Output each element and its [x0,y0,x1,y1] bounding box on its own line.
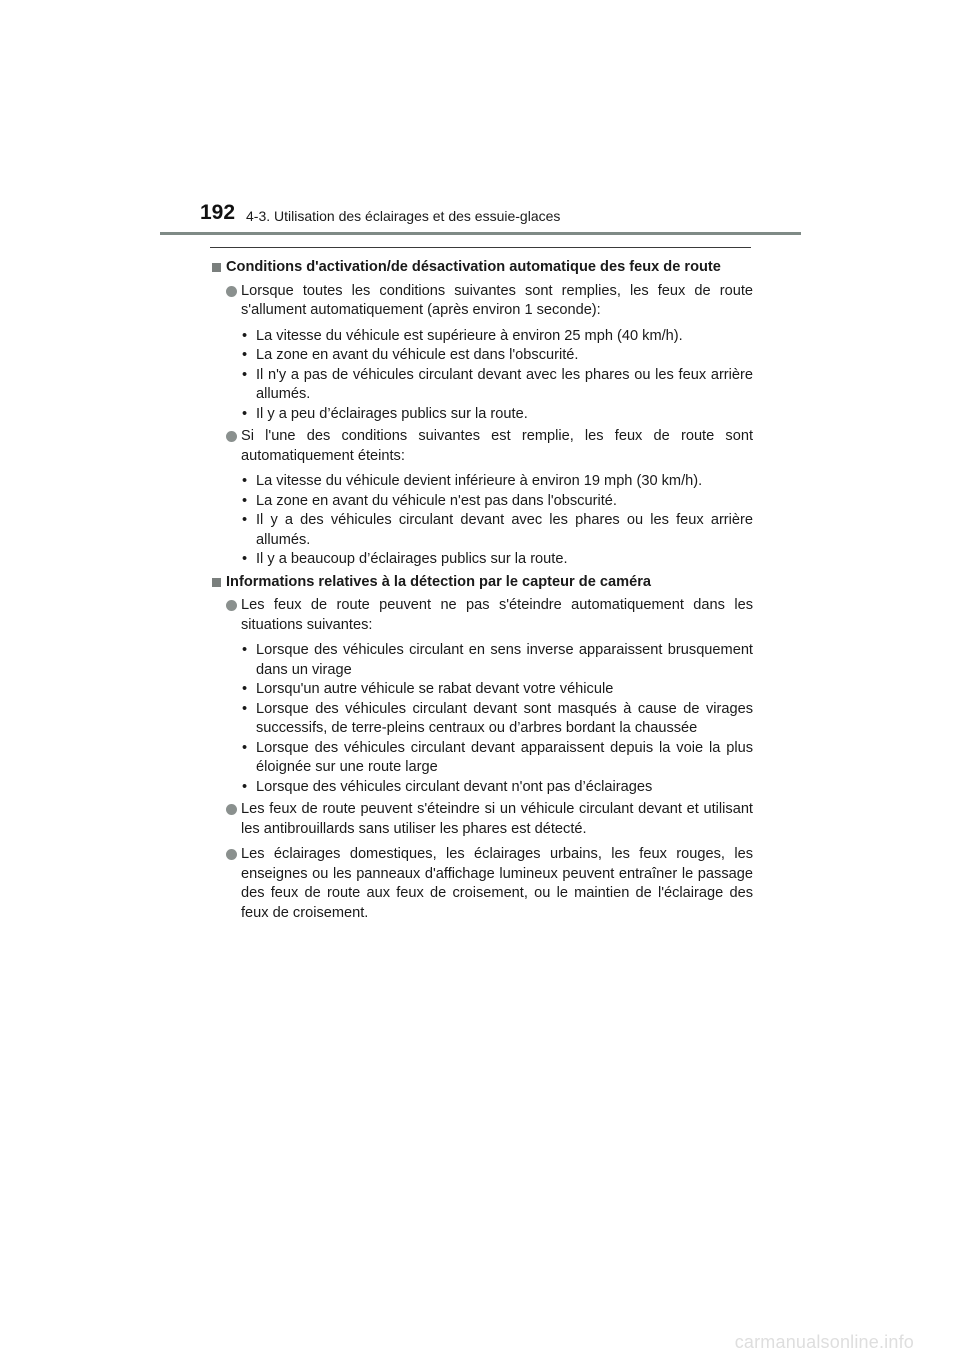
point-text: Les éclairages domestiques, les éclairages urbains, les feux rouges, les enseignes ou les panneaux d'affichage lumineux peuvent entraîner le passage des feux de route aux feux de croisement, ou le maintien de l'éclairage des feux de croisement. [241,846,753,921]
circle-bullet-icon [226,286,237,297]
section-heading-text: Informations relatives à la détection par le capteur de caméra [226,573,652,590]
dot-bullet-icon: • [242,492,248,509]
list-item: • Lorsque des véhicules circulant devant apparaissent depuis la voie la plus éloignée sur une route large [242,739,753,775]
dot-bullet-icon: • [242,739,248,756]
list-item: • Il y a des véhicules circulant devant avec les phares ou les feux arrière allumés. [242,512,753,548]
dot-bullet-icon: • [242,512,248,528]
condition-list [242,327,753,425]
list-item: • La vitesse du véhicule devient inférieure à environ 19 mph (30 km/h). [242,472,753,492]
header-divider [160,232,801,235]
square-bullet-icon [212,263,221,272]
circle-bullet-icon [226,849,237,860]
point-item [226,845,753,923]
dot-bullet-icon: • [242,405,248,422]
list-item: • Il y a peu d’éclairages publics sur la route. [242,405,753,425]
page-number: 192 [200,201,236,224]
site-watermark: carmanualsonline.info [734,1332,914,1352]
chapter-title: 4-3. Utilisation des éclairages et des essuie-glaces [246,208,561,224]
point-item [226,427,753,466]
point-item [226,596,753,635]
point-item [226,800,753,839]
dot-bullet-icon: • [242,642,248,658]
list-item: • Il y a beaucoup d’éclairages publics sur la route. [242,550,753,570]
point-text: Les feux de route peuvent s'éteindre si un véhicule circulant devant et utilisant les antibrouillards sans utiliser les phares est détecté. [241,801,753,837]
dot-bullet-icon: • [242,366,248,383]
situation-list [242,641,753,797]
point-item [226,282,753,321]
list-item: • Lorsque des véhicules circulant devant sont masqués à cause de virages successifs, de terre-pleins centraux ou d’arbres bordant la chaussée [242,700,753,736]
dot-bullet-icon: • [242,700,248,717]
list-item: • Il n'y a pas de véhicules circulant devant avec les phares ou les feux arrière allumés. [242,366,753,402]
dot-bullet-icon: • [242,778,248,795]
point-text: Si l'une des conditions suivantes est remplie, les feux de route sont automatiquement éteints: [241,428,753,464]
list-item: • Lorsque des véhicules circulant en sens inverse apparaissent brusquement dans un virage [242,642,753,678]
condition-list [242,472,753,570]
circle-bullet-icon [226,804,237,815]
list-item: • La zone en avant du véhicule n'est pas dans l'obscurité. [242,492,753,512]
list-item: • Lorsqu'un autre véhicule se rabat devant votre véhicule [242,680,753,700]
page-content [212,256,753,929]
point-text: Lorsque toutes les conditions suivantes sont remplies, les feux de route s'allument automatiquement (après environ 1 seconde): [241,282,753,318]
section-heading-text: Conditions d'activation/de désactivation automatique des feux de route [226,259,721,275]
section-heading [212,573,753,593]
list-item: • La zone en avant du véhicule est dans l'obscurité. [242,346,753,366]
list-item: • Lorsque des véhicules circulant devant n'ont pas d’éclairages [242,778,753,798]
dot-bullet-icon: • [242,473,248,489]
point-text: Les feux de route peuvent ne pas s'éteindre automatiquement dans les situations suivantes: [241,597,753,633]
content-divider [210,247,751,248]
dot-bullet-icon: • [242,347,248,363]
dot-bullet-icon: • [242,327,248,344]
dot-bullet-icon: • [242,681,248,697]
dot-bullet-icon: • [242,551,248,567]
list-item: • La vitesse du véhicule est supérieure à environ 25 mph (40 km/h). [242,327,753,347]
section-heading [212,258,753,278]
circle-bullet-icon [226,600,237,611]
square-bullet-icon [212,578,221,587]
circle-bullet-icon [226,431,237,442]
